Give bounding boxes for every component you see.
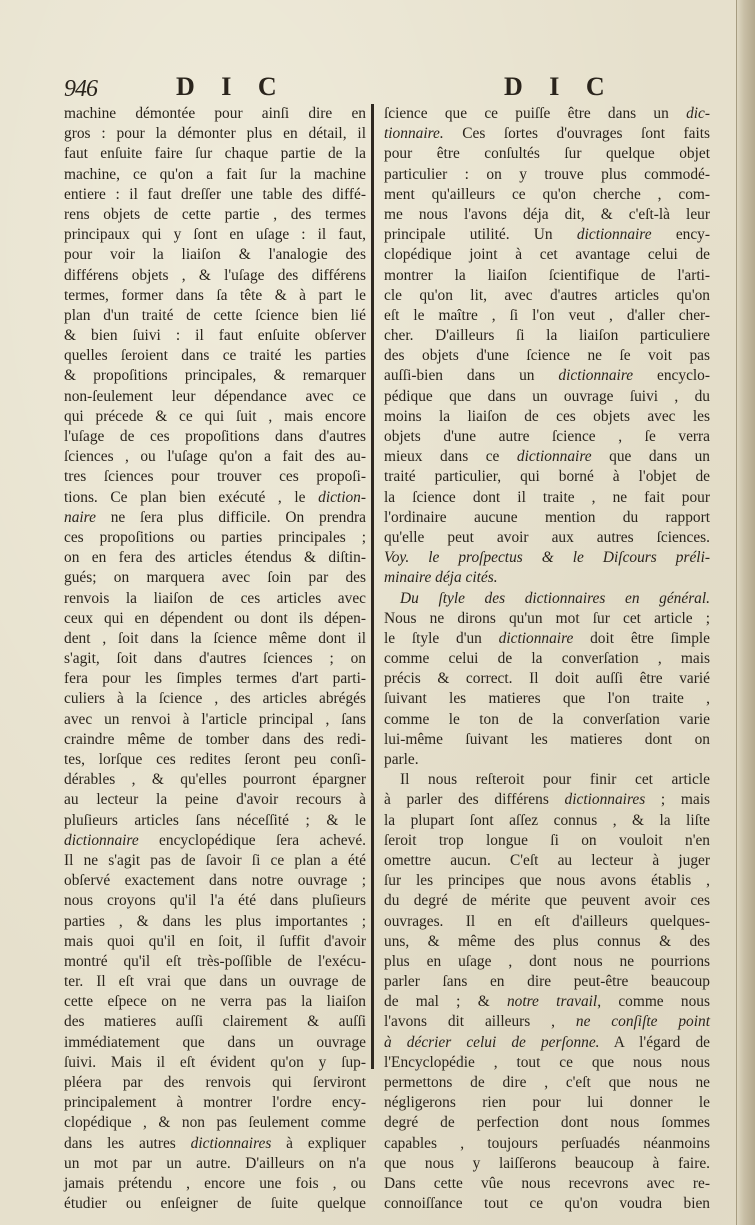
text-line <box>384 1033 710 1053</box>
text-run: clopédique , & non pas ſeulement comme <box>64 1114 366 1132</box>
text-line <box>384 952 710 972</box>
text-line <box>64 185 366 205</box>
right-column <box>384 104 710 1214</box>
text-line <box>64 811 366 831</box>
text-run: tres ſciences pour trouver ces propoſi- <box>64 468 366 486</box>
text-line <box>384 185 710 205</box>
text-line <box>64 992 366 1012</box>
text-line <box>64 1012 366 1032</box>
text-line <box>64 649 366 669</box>
text-run: comme celui de la converſation , mais <box>384 650 710 668</box>
text-run: culiers à la ſcience , des articles abrégés <box>64 690 366 708</box>
text-run: pour être conſultés ſur quelque objet <box>384 145 710 163</box>
text-line <box>64 387 366 407</box>
text-run: pluſieurs articles ſans néceſſité ; & le <box>64 811 366 829</box>
left-column <box>64 104 366 1214</box>
italic-text: notre travail <box>506 993 598 1011</box>
text-line <box>64 245 366 265</box>
text-line <box>384 1113 710 1133</box>
text-run: montré qu'il eſt très-poſſible de l'exécu- <box>64 952 366 970</box>
text-line <box>384 669 710 689</box>
text-run: dans les autres <box>64 1134 191 1152</box>
text-run: , comme nous <box>597 993 710 1011</box>
text-run: eſt le maître , ſi l'on veut , d'aller cher- <box>384 306 710 324</box>
text-run: la ſcience dont il traite , ne fait pour <box>384 488 710 506</box>
text-run: craindre même de tomber dans des redi- <box>64 730 366 748</box>
text-run: encyclopédique ſera achevé. <box>138 831 366 849</box>
text-run: à expliquer <box>271 1134 366 1152</box>
text-run: que nous y laiſſerons beaucoup à faire. <box>384 1154 710 1172</box>
text-run: à parler des différens <box>384 791 565 809</box>
italic-text: dictionnaire <box>558 367 634 385</box>
text-run: l'uſage de ces propoſitions dans d'autres <box>64 428 366 445</box>
text-line <box>64 548 366 568</box>
text-run: mieux dans ce <box>384 448 517 466</box>
text-line <box>64 871 366 891</box>
italic-text: dictionnaires <box>190 1134 272 1152</box>
text-line <box>64 1194 366 1214</box>
italic-text: dictionnaire <box>516 448 592 466</box>
text-run: le ſtyle d'un <box>384 629 499 647</box>
text-run: termes, former dans ſa tête & à part le <box>64 286 366 304</box>
italic-text: minaire déja cités. <box>384 569 498 587</box>
text-run: l'avons dit ailleurs , <box>384 1013 576 1031</box>
text-run: Il nous reſteroit pour finir cet article <box>400 771 710 789</box>
text-line <box>384 811 710 831</box>
text-line <box>64 346 366 366</box>
text-line <box>64 629 366 649</box>
text-run: plus en uſage , dont nous ne pourrions <box>384 952 710 970</box>
text-run: doit être ſimple <box>573 629 710 647</box>
text-run: que dans un <box>591 448 710 466</box>
text-line <box>64 326 366 346</box>
text-line <box>384 730 710 750</box>
text-run: me nous l'avons déja dit, & c'eſt-là leur <box>384 205 710 223</box>
text-run: obſervé exactement dans notre ouvrage ; <box>64 872 366 890</box>
text-line <box>384 286 710 306</box>
page-header <box>64 72 714 106</box>
text-run: capables , toujours perſuadés néanmoins <box>384 1134 710 1152</box>
text-line <box>64 730 366 750</box>
text-line <box>384 104 710 124</box>
text-line <box>64 1033 366 1053</box>
text-run: Nous ne dirons qu'un mot ſur cet article ; <box>384 609 710 627</box>
text-run: renvois la liaiſon de ces articles avec <box>64 589 366 607</box>
text-run: négligerons rien pour lui donner le <box>384 1094 710 1112</box>
text-line <box>64 1113 366 1133</box>
text-run: traité particulier, qui borné à l'objet de <box>384 468 710 486</box>
text-line <box>64 1073 366 1093</box>
text-run: pédique que dans un ouvrage ſuivi , du <box>384 387 710 405</box>
text-run: parler ſans en dire peut-être beaucoup <box>384 973 710 991</box>
text-run: dent , ſoit dans la ſcience même dont il <box>64 629 366 647</box>
text-run: auſſi-bien dans un <box>384 367 559 385</box>
text-line <box>384 467 710 487</box>
text-line <box>64 124 366 144</box>
text-run: quelles ſeroient dans ce traité les parties <box>64 347 366 365</box>
text-run: Dans cette vûe nous recevrons avec re- <box>384 1174 710 1192</box>
text-line <box>64 912 366 932</box>
text-run: Il ne s'agit pas de ſavoir ſi ce plan a été <box>64 851 366 869</box>
text-run: qui précede & ce qui ſuit , mais encore <box>64 407 366 425</box>
text-run: non-ſeulement leur dépendance avec ce <box>64 387 366 405</box>
italic-text: dictionnaire <box>498 629 574 647</box>
text-run: omettre aucun. C'eſt au lecteur à juger <box>384 851 710 869</box>
text-run: mais quoi qu'il en ſoit, il ſuffit d'avoir <box>64 932 366 950</box>
text-line <box>64 144 366 164</box>
text-line <box>64 1134 366 1154</box>
text-line <box>384 1093 710 1113</box>
text-line <box>384 124 710 144</box>
text-line <box>64 165 366 185</box>
text-run: ſur les principes que nous avons établis , <box>384 872 710 890</box>
text-run: des objets d'une ſcience ne ſe voit pas <box>384 347 710 365</box>
text-run: tions. Ce plan bien exécuté , le <box>64 488 319 506</box>
text-run: lui-même ſuivant les matieres dont on <box>384 730 710 748</box>
text-line <box>384 144 710 164</box>
text-run: particulier : on y trouve plus commodé- <box>384 165 710 183</box>
text-run: pour voir la liaiſon & l'analogie des <box>64 246 366 264</box>
text-run: cette eſpece on ne verra pas la liaiſon <box>64 993 366 1011</box>
text-run: A l'égard de <box>599 1033 710 1051</box>
text-run: précis & correct. Il doit auſſi être varié <box>384 670 710 688</box>
text-line <box>384 710 710 730</box>
text-line <box>64 1154 366 1174</box>
text-line <box>64 891 366 911</box>
text-run: pléera par des renvois qui ſerviront <box>64 1074 366 1091</box>
text-run: dérables , & qu'elles pourront épargner <box>64 771 366 789</box>
text-run: ſcience que ce puiſſe être dans un <box>384 105 687 122</box>
text-line <box>384 831 710 851</box>
text-line <box>384 790 710 810</box>
text-line <box>64 427 366 447</box>
text-run: de mal ; & <box>384 993 507 1011</box>
text-line <box>384 851 710 871</box>
text-run: ment qu'ailleurs ce qu'on cherche , com- <box>384 185 710 203</box>
text-run: entiere : il faut dreſſer une table des diffé- <box>64 185 366 203</box>
text-line <box>64 831 366 851</box>
text-line <box>64 1093 366 1113</box>
text-line <box>64 467 366 487</box>
text-line <box>384 1053 710 1073</box>
text-line <box>384 266 710 286</box>
text-line <box>64 609 366 629</box>
text-run: avec un renvoi à l'article principal , ſans <box>64 710 366 728</box>
italic-text: dic- <box>686 105 710 122</box>
text-line <box>384 750 710 770</box>
text-run: qu'elle peut avoir aux autres ſciences. <box>384 528 710 546</box>
text-run: ne ſera plus difficile. On prendra <box>95 508 366 526</box>
running-head-left: D I C <box>176 72 287 101</box>
italic-text: ne conſiſte point <box>575 1013 710 1031</box>
text-line <box>384 225 710 245</box>
text-line <box>64 1053 366 1073</box>
text-line <box>384 165 710 185</box>
text-line <box>64 1174 366 1194</box>
italic-text: diction- <box>318 488 366 506</box>
text-line <box>64 488 366 508</box>
text-run: faut enſuite faire ſur chaque partie de la <box>64 145 366 163</box>
text-line <box>384 427 710 447</box>
text-run: on en fera des articles étendus & diſtin- <box>64 549 366 567</box>
italic-text: à décrier celui de perſonne. <box>384 1033 600 1051</box>
text-run: fera pour les ſimples termes d'art parti- <box>64 670 366 688</box>
text-line <box>64 790 366 810</box>
text-run: gros : pour la démonter plus en détail, il <box>64 125 366 143</box>
text-line <box>384 387 710 407</box>
text-run: uns, & même des plus connus & des <box>384 932 710 950</box>
text-line <box>384 488 710 508</box>
text-run: machine, ce qu'on a fait ſur la machine <box>64 165 366 183</box>
text-line <box>64 689 366 709</box>
text-run: nous croyons qu'il l'a été dans pluſieurs <box>64 892 366 910</box>
text-run: différens objets , & l'uſage des différens <box>64 266 366 284</box>
text-line <box>64 568 366 588</box>
text-line <box>384 932 710 952</box>
text-line <box>384 1194 710 1214</box>
text-line <box>384 1012 710 1032</box>
text-line <box>384 871 710 891</box>
text-line <box>64 306 366 326</box>
text-line <box>64 286 366 306</box>
text-line <box>64 851 366 871</box>
text-run: connoiſſance tout ce qu'on voudra bien <box>384 1195 710 1213</box>
italic-text: dictionnaire <box>576 226 652 244</box>
text-line <box>384 589 710 609</box>
text-line <box>384 366 710 386</box>
text-line <box>64 932 366 952</box>
text-line <box>384 326 710 346</box>
text-line <box>64 225 366 245</box>
italic-text: dictionnaire <box>64 831 139 849</box>
text-line <box>384 770 710 790</box>
text-line <box>384 992 710 1012</box>
text-run: plan d'un traité de cette ſcience bien lié <box>64 306 366 324</box>
text-line <box>384 972 710 992</box>
text-run: cle qu'on lit, avec d'autres articles qu'on <box>384 286 710 304</box>
text-run: montrer la liaiſon ſcientifique de l'arti- <box>384 266 710 284</box>
text-line <box>64 205 366 225</box>
text-line <box>64 366 366 386</box>
italic-text: Voy. le proſpectus & le Diſcours préli- <box>384 549 710 567</box>
text-line <box>64 750 366 770</box>
page-number: 946 <box>64 76 97 102</box>
text-run: l'Encyclopédie , tout ce que nous nous <box>384 1053 710 1071</box>
text-run: au lecteur la peine d'avoir recours à <box>64 791 366 809</box>
page-edge <box>736 0 755 1225</box>
text-line <box>64 266 366 286</box>
running-head-right: D I C <box>504 72 615 101</box>
text-run: jamais prétendu , encore une fois , ou <box>64 1174 366 1192</box>
text-run: ceux qui en dépendent ou dont ils dépen- <box>64 609 366 627</box>
text-line <box>384 306 710 326</box>
text-run: tes, lorſque ces redites ſeront peu conſi- <box>64 751 366 768</box>
text-line <box>384 609 710 629</box>
text-run: clopédique joint à cet avantage celui de <box>384 246 710 264</box>
text-line <box>384 891 710 911</box>
text-line <box>384 1154 710 1174</box>
text-line <box>384 245 710 265</box>
text-line <box>384 568 710 588</box>
text-run: étudier ou enſeigner de ſuite quelque <box>64 1195 366 1213</box>
text-run: des matieres auſſi clairement & auſſi <box>64 1013 366 1031</box>
text-run: ſuivi. Mais il eſt évident qu'on y ſup- <box>64 1053 366 1071</box>
text-line <box>384 689 710 709</box>
text-line <box>384 912 710 932</box>
text-line <box>384 508 710 528</box>
text-line <box>64 447 366 467</box>
text-line <box>384 205 710 225</box>
text-line <box>64 508 366 528</box>
italic-text: tionnaire. <box>384 125 444 143</box>
text-run: encyclo- <box>633 367 710 385</box>
text-run: ſciences , ou l'uſage qu'on a fait des au- <box>64 448 366 466</box>
text-run: s'agit, ſoit dans d'autres ſciences ; on <box>64 650 366 668</box>
text-run: ; mais <box>645 791 710 809</box>
text-run: moins la liaiſon de ces objets avec les <box>384 407 710 425</box>
text-run: ces propoſitions ou parties principales ; <box>64 528 366 546</box>
text-run: & bien ſuivi : il faut enſuite obſerver <box>64 327 366 345</box>
text-run: & propoſitions principales, & remarquer <box>64 367 366 385</box>
text-run: cher. D'ailleurs ſi la liaiſon particuliere <box>384 327 710 345</box>
text-run: immédiatement que dans un ouvrage <box>64 1033 366 1051</box>
text-line <box>384 407 710 427</box>
text-run: Ces ſortes d'ouvrages ſont faits <box>443 125 710 143</box>
text-run: la plupart ſont aſſez connus , & la liſte <box>384 811 710 829</box>
text-run: ſuivant les matieres que l'on traite , <box>384 690 710 708</box>
text-line <box>64 952 366 972</box>
text-line <box>64 407 366 427</box>
text-line <box>384 447 710 467</box>
text-line <box>384 1174 710 1194</box>
text-line <box>64 104 366 124</box>
column-divider-rule <box>371 104 374 1069</box>
italic-text: naire <box>64 508 96 526</box>
text-run: degré de perfection dont nous ſommes <box>384 1114 710 1132</box>
text-run: objets d'une autre ſcience , ſe verra <box>384 428 710 445</box>
text-run: ter. Il eſt vrai que dans un ouvrage de <box>64 973 366 991</box>
text-line <box>64 972 366 992</box>
text-run: machine démontée pour ainſi dire en <box>64 105 366 122</box>
text-run: principale utilité. Un <box>384 226 577 244</box>
text-run: ſeroit trop longue ſi on vouloit n'en <box>384 831 710 849</box>
italic-text: Du ſtyle des dictionnaires en général. <box>400 589 710 607</box>
text-line <box>384 1134 710 1154</box>
text-line <box>64 528 366 548</box>
text-run: gués; on marquera avec ſoin par des <box>64 569 366 587</box>
text-line <box>64 669 366 689</box>
text-run: un mot par un autre. D'ailleurs on n'a <box>64 1154 366 1172</box>
text-line <box>384 649 710 669</box>
text-run: permettons de dire , c'eſt que nous ne <box>384 1074 710 1091</box>
text-run: parle. <box>384 751 419 768</box>
text-line <box>384 528 710 548</box>
text-line <box>64 770 366 790</box>
text-run: rens objets de cette partie , des termes <box>64 205 366 223</box>
text-line <box>384 346 710 366</box>
text-run: comme le ton de la converſation varie <box>384 710 710 728</box>
text-line <box>384 1073 710 1093</box>
text-line <box>64 589 366 609</box>
text-run: parties , & dans les plus importantes ; <box>64 912 366 930</box>
text-line <box>384 548 710 568</box>
text-run: principalement à montrer l'ordre ency- <box>64 1094 366 1112</box>
text-run: ency- <box>651 226 711 244</box>
text-line <box>64 710 366 730</box>
italic-text: dictionnaires <box>564 791 646 809</box>
text-run: l'ordinaire aucune mention du rapport <box>384 508 710 526</box>
text-run: ouvrages. Il en eſt d'ailleurs quelques- <box>384 912 710 930</box>
text-line <box>384 629 710 649</box>
text-run: principaux qui y ſont en uſage : il faut, <box>64 226 366 244</box>
text-run: du degré de mérite que peuvent avoir ces <box>384 892 710 910</box>
